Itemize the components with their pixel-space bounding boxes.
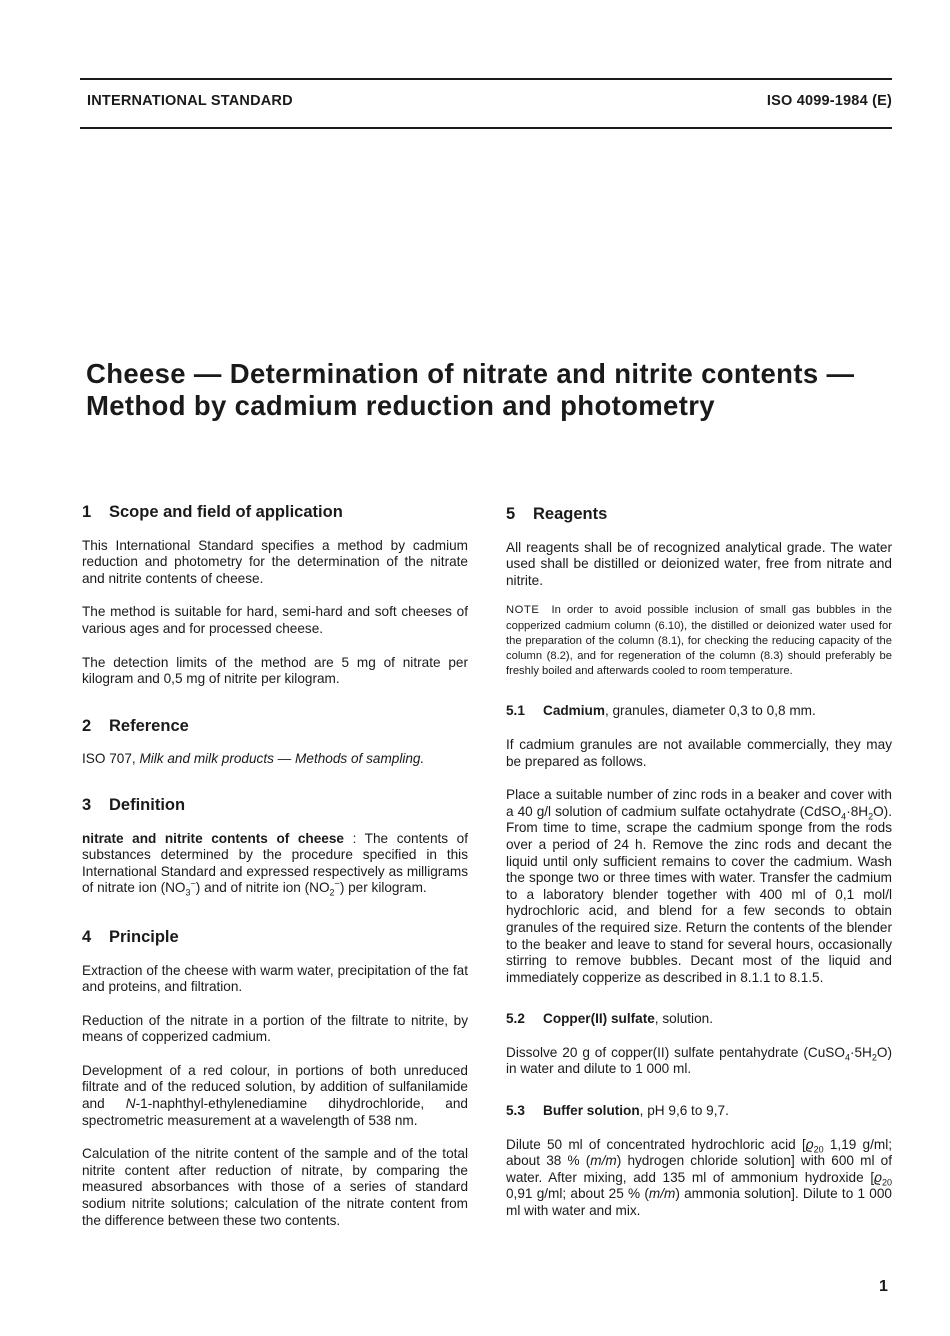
paragraph: The method is suitable for hard, semi-hard and soft cheeses of various ages and for processed cheese. bbox=[82, 604, 468, 636]
subclause-heading-cadmium: 5.1 Cadmium, granules, diameter 0,3 to 0,8 mm. bbox=[506, 703, 816, 719]
section-heading-reagents: 5 Reagents bbox=[506, 505, 608, 523]
right-column bbox=[506, 506, 892, 1220]
section-heading-reference: 2 Reference bbox=[82, 716, 189, 735]
reference-entry: ISO 707, Milk and milk products — Methods of sampling. bbox=[82, 751, 425, 767]
section-heading-definition: 3 Definition bbox=[82, 795, 186, 814]
title-line-1: Cheese — Determination of nitrate and nitrite contents — bbox=[86, 358, 855, 389]
paragraph: Dissolve 20 g of copper(II) sulfate pentahydrate $(CuSO_4\cdot 5H_2O)$ in water and dilute to 1 000 ml. bbox=[506, 1044, 892, 1077]
standard-type: INTERNATIONAL STANDARD bbox=[87, 93, 293, 109]
paragraph: Dilute 50 ml of concentrated hydrochloric acid [$ϱ_{20}$ 1,19 g/ml; about 38 % (m/m) hydrogen chloride solution] with 600 ml of water. After mixing, add 135 ml of ammonium hydroxide [$ϱ_{20}$ 0,91 g/ml; about 25 % (m/m) ammonia solution]. Dilute to 1 000 ml with water and mix. bbox=[506, 1136, 893, 1219]
section-heading-scope: 1 Scope and field of application bbox=[82, 503, 343, 521]
standard-number: ISO 4099-1984 (E) bbox=[766, 93, 892, 109]
left-column bbox=[82, 504, 468, 1229]
header-rule-bottom bbox=[80, 127, 892, 129]
paragraph: Reduction of the nitrate in a portion of the filtrate to nitrite, by means of copperized cadmium. bbox=[82, 1012, 468, 1045]
paragraph: Extraction of the cheese with warm water, precipitation of the fat and proteins, and filtration. bbox=[82, 962, 468, 995]
paragraph: This International Standard specifies a method by cadmium reduction and photometry for the determination of the nitrate and nitrite contents of cheese. bbox=[82, 537, 468, 586]
document-title bbox=[86, 358, 906, 422]
subclause-heading-buffer: 5.3 Buffer solution, pH 9,6 to 9,7. bbox=[506, 1103, 729, 1119]
section-heading-principle: 4 Principle bbox=[82, 927, 179, 946]
paragraph: All reagents shall be of recognized analytical grade. The water used shall be distilled or deionized water, free from nitrate and nitrite. bbox=[506, 539, 892, 588]
header-rule-top bbox=[80, 78, 892, 80]
paragraph: Calculation of the nitrite content of the sample and of the total nitrite content after reduction of nitrate, by comparing the measured absorbances with those of a series of standard sodium nitrite solutions; calculation of the nitrate content from the difference between these two contents. bbox=[82, 1146, 468, 1228]
definition-text: nitrate and nitrite contents of cheese : The contents of substances determined by the procedure specified in this International Standard and expressed respectively as milligrams of nitrate ion $(NO_3^-)$ and of nitrite ion $(NO_2^-)$ per kilogram. bbox=[82, 830, 469, 899]
page-number: 1 bbox=[879, 1278, 888, 1295]
paragraph: Development of a red colour, in portions of both unreduced filtrate and of the reduced solution, by addition of sulfanilamide and N-1-naphthyl-ethylenediamine dihydrochloride, and spectrometric measurement at a wavelength of 538 nm. bbox=[82, 1062, 468, 1128]
note: NOTE In order to avoid possible inclusion of small gas bubbles in the copperized cadmium column (6.10), the distilled or deionized water used for the preparation of the column (8.1), for checking the reducing capacity of the column (8.2), and for regeneration of the column (8.3) should preferably be freshly boiled and afterwards cooled to room temperature. bbox=[506, 604, 892, 678]
title-line-2: Method by cadmium reduction and photometry bbox=[86, 390, 715, 421]
subclause-heading-copper-sulfate: 5.2 Copper(II) sulfate, solution. bbox=[506, 1011, 713, 1027]
defined-term: nitrate and nitrite contents of cheese bbox=[82, 830, 344, 846]
paragraph: Place a suitable number of zinc rods in a beaker and cover with a 40 g/l solution of cadmium sulfate octahydrate $(CdSO_4\cdot 8H_2O)$. From time to time, scrape the cadmium sponge from the rods over a period of 24 h. Remove the zinc rods and decant the liquid until only sufficient remains to cover the cadmium. Wash the sponge two or three times with water. Transfer the cadmium to a laboratory blender together with 400 ml of 0,1 mol/l hydrochloric acid, and blend for a few seconds to obtain granules of the required size. Return the contents of the blender to the beaker and leave to stand for several hours, occasionally stirring to remove bubbles. Decant most of the liquid and immediately copperize as described in 8.1.1 to 8.1.5. bbox=[506, 787, 892, 985]
paragraph: The detection limits of the method are 5 mg of nitrate per kilogram and 0,5 mg of nitrite per kilogram. bbox=[82, 654, 468, 687]
paragraph: If cadmium granules are not available commercially, they may be prepared as follows. bbox=[506, 736, 892, 769]
